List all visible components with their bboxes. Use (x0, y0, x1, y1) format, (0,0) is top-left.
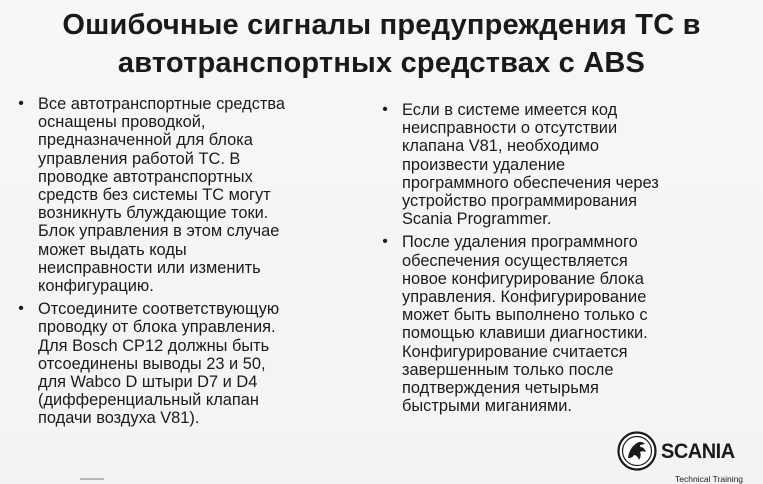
text-line: (дифференциальный клапан (38, 391, 259, 410)
text-line: Отсоедините соответствующую (38, 300, 280, 319)
text-line: завершенным только после (402, 360, 614, 379)
text-line: предназначенной для блока (38, 131, 253, 150)
text-line: быстрыми миганиями. (402, 397, 572, 416)
text-line: проводку от блока управления. (38, 318, 276, 337)
scania-logo (617, 431, 757, 484)
text-line: Scania Programmer. (402, 210, 552, 229)
bullet-marker: • (18, 300, 24, 318)
text-line: подтверждения четырьмя (402, 379, 599, 398)
text-line: для Wabco D штыри D7 и D4 (38, 373, 258, 392)
text-line: средств без системы ТС могут (38, 186, 271, 205)
text-line: управления работой ТС. В (38, 149, 241, 168)
slide-title-line-1: Ошибочные сигналы предупреждения ТС в (62, 9, 701, 41)
text-line: неисправности о отсутствии (402, 119, 618, 138)
left-bullet-list (14, 95, 354, 433)
bullet-item (378, 101, 723, 228)
right-bullet-list (378, 101, 723, 420)
text-line: программного обеспечения через (402, 173, 659, 192)
text-line: оснащены проводкой, (38, 113, 206, 132)
bullet-marker: • (382, 233, 388, 251)
text-line: Блок управления в этом случае (38, 222, 280, 241)
text-line: может быть выполнено только с (402, 306, 648, 325)
text-line: неисправности или изменить (38, 258, 261, 277)
text-line: Все автотранспортные средства (38, 95, 286, 113)
text-line: подачи воздуха V81). (38, 409, 200, 428)
footer-mark (80, 478, 104, 480)
text-line: новое конфигурирование блока (402, 269, 644, 288)
text-line: Если в системе имеется код (402, 101, 618, 119)
text-line: возникнуть блуждающие токи. (38, 204, 269, 223)
scania-griffin-emblem-icon (617, 431, 657, 471)
text-line: помощью клавиши диагностики. (402, 324, 648, 343)
slide-title-line-2: автотранспортных средствах с ABS (117, 47, 646, 79)
bullet-text (402, 101, 723, 228)
bullet-text (38, 300, 354, 427)
bullet-marker: • (18, 95, 24, 112)
bullet-text (402, 233, 723, 415)
text-line: Для Bosch CP12 должны быть (38, 336, 270, 355)
text-line: отсоединены выводы 23 и 50, (38, 354, 266, 373)
bullet-item (14, 300, 354, 427)
text-line: обеспечения осуществляется (402, 251, 628, 270)
text-line: Конфигурирование считается (402, 342, 628, 361)
text-line: может выдать коды (38, 240, 187, 259)
text-line: проводке автотранспортных (38, 167, 253, 186)
text-line: После удаления программного (402, 233, 638, 252)
text-line: конфигурацию. (38, 277, 154, 296)
bullet-text (38, 95, 354, 295)
text-line: произвести удаление (402, 155, 566, 174)
bullet-item (378, 233, 723, 415)
text-line: управления. Конфигурирование (402, 288, 647, 307)
scania-wordmark: SCANIA (661, 440, 735, 463)
bullet-item (14, 95, 354, 295)
text-line: устройство программирования (402, 192, 637, 211)
bullet-marker: • (382, 101, 388, 118)
logo-subtitle: Technical Training (675, 474, 744, 484)
text-line: клапана V81, необходимо (402, 137, 600, 156)
slide-title (10, 6, 753, 82)
